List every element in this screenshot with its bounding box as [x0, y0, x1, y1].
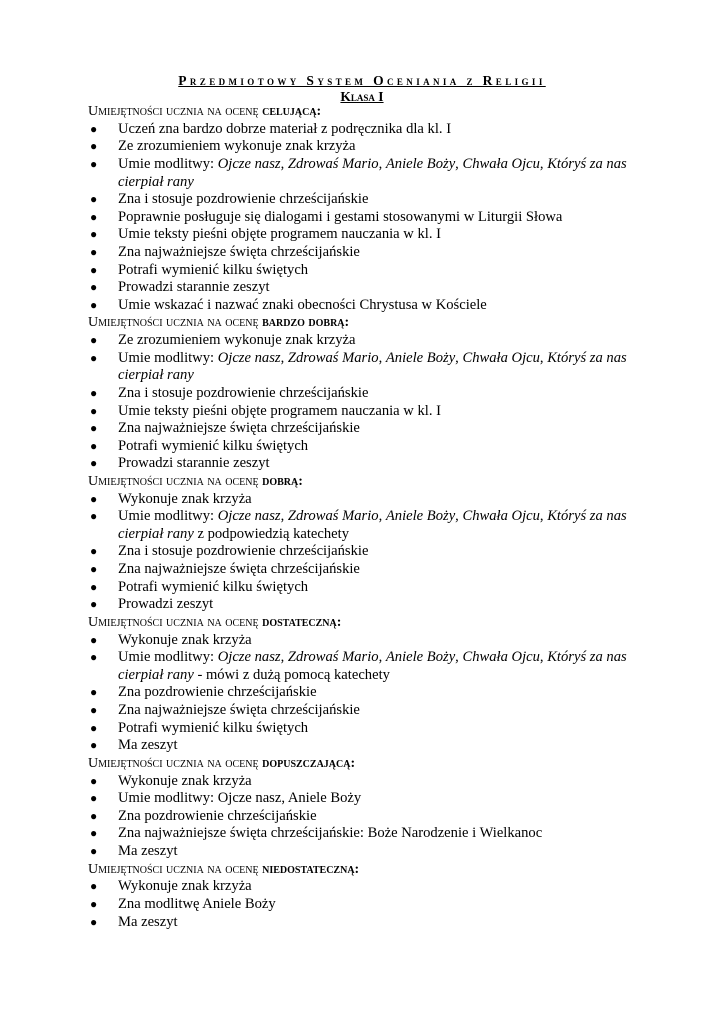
list-item: [88, 825, 648, 843]
item-text: Umie modlitwy: Ojcze nasz, Aniele Boży: [118, 790, 362, 807]
list-item: [88, 156, 648, 191]
list-item: [88, 737, 648, 755]
list-item: [88, 491, 648, 509]
item-text: Zna najważniejsze święta chrześcijańskie: [118, 561, 360, 578]
bullet-icon: ●: [90, 773, 98, 788]
prayer-name: Któryś za nas cierpiał rany: [118, 155, 627, 190]
prayer-name: Aniele Boży: [385, 155, 456, 172]
prayer-name: Chwała Ojcu: [462, 349, 540, 366]
list-item: [88, 720, 648, 738]
heading-prefix: Umiejętności ucznia na ocenę: [88, 104, 259, 119]
item-text: Potrafi wymienić kilku świętych: [118, 719, 309, 736]
item-text: Wykonuje znak krzyża: [118, 631, 252, 648]
item-text: Uczeń zna bardzo dobrze materiał z podręcznika dla kl. I: [118, 120, 452, 137]
prayer-name: Któryś za nas cierpiał rany: [118, 349, 627, 384]
bullet-icon: ●: [90, 385, 98, 400]
item-text: Zna i stosuje pozdrowienie chrześcijańskie: [118, 191, 369, 208]
section-heading: [88, 473, 648, 491]
criteria-list: [88, 878, 648, 931]
list-item: [88, 403, 648, 421]
criteria-list: [88, 332, 648, 473]
bullet-icon: ●: [90, 227, 98, 242]
item-text: Wykonuje znak krzyża: [118, 878, 252, 895]
bullet-icon: ●: [90, 914, 98, 929]
criteria-list: [88, 773, 648, 861]
heading-prefix: Umiejętności ucznia na ocenę: [88, 473, 259, 489]
prayer-name: Aniele Boży: [385, 649, 456, 666]
prayer-name: Któryś za nas cierpiał rany: [118, 508, 627, 542]
bullet-icon: ●: [90, 491, 98, 506]
item-text: Ze zrozumieniem wykonuje znak krzyża: [118, 332, 356, 349]
bullet-icon: ●: [90, 192, 98, 207]
bullet-icon: ●: [90, 579, 98, 594]
prayer-name: Ojcze nasz: [217, 649, 281, 666]
prayer-name: Chwała Ojcu: [462, 649, 540, 666]
list-item: [88, 596, 648, 614]
section-heading: [88, 755, 648, 773]
grade-label: niedostateczną:: [262, 861, 360, 877]
bullet-icon: ●: [90, 403, 98, 418]
heading-prefix: Umiejętności ucznia na ocenę: [88, 315, 259, 331]
list-item: [88, 702, 648, 720]
item-text: Zna pozdrowienie chrześcijańskie: [118, 684, 317, 701]
bullet-icon: ●: [90, 597, 98, 612]
item-text: Prowadzi starannie zeszyt: [118, 279, 270, 296]
list-item: [88, 297, 648, 315]
bullet-icon: ●: [90, 826, 98, 841]
list-item: [88, 209, 648, 227]
list-item: [88, 508, 648, 543]
list-item: [88, 138, 648, 156]
bullet-icon: ●: [90, 209, 98, 224]
prayer-name: Aniele Boży: [385, 349, 456, 366]
prayer-name: Ojcze nasz: [217, 155, 281, 172]
item-text: Zna modlitwę Aniele Boży: [118, 895, 276, 912]
bullet-icon: ●: [90, 808, 98, 823]
list-item: [88, 438, 648, 456]
section-heading: [88, 314, 648, 332]
item-text: Ma zeszyt: [118, 842, 178, 859]
item-text: Umie wskazać i nazwać znaki obecności Chrystusa w Kościele: [118, 296, 487, 313]
item-text: Umie modlitwy: Ojcze nasz, Zdrowaś Mario, Aniele Boży, Chwała Ojcu, Któryś za nas cierpiał rany - mówi z dużą pomocą katechety: [118, 649, 627, 683]
item-text: Zna najważniejsze święta chrześcijańskie: Boże Narodzenie i Wielkanoc: [118, 825, 543, 842]
prayer-name: Któryś za nas cierpiał rany: [118, 649, 627, 683]
list-item: [88, 896, 648, 914]
prayer-name: Zdrowaś Mario: [287, 155, 379, 172]
item-text: Potrafi wymienić kilku świętych: [118, 437, 309, 454]
bullet-icon: ●: [90, 121, 98, 136]
grade-label: dostateczną:: [262, 614, 342, 630]
list-item: [88, 279, 648, 297]
list-item: [88, 914, 648, 932]
prayer-name: Aniele Boży: [385, 508, 456, 525]
document-title: Przedmiotowy System Oceniania z Religii: [178, 73, 546, 88]
list-item: [88, 843, 648, 861]
list-item: [88, 878, 648, 896]
prayer-name: Chwała Ojcu: [462, 155, 540, 172]
item-text: Zna i stosuje pozdrowienie chrześcijańskie: [118, 543, 369, 560]
bullet-icon: ●: [90, 562, 98, 577]
bullet-icon: ●: [90, 685, 98, 700]
grade-label: dobrą:: [262, 473, 303, 489]
bullet-icon: ●: [90, 509, 98, 524]
prayer-name: Chwała Ojcu: [462, 508, 540, 525]
item-text: Potrafi wymienić kilku świętych: [118, 261, 309, 278]
item-text: Zna i stosuje pozdrowienie chrześcijańskie: [118, 384, 369, 401]
bullet-icon: ●: [90, 244, 98, 259]
item-text: Ma zeszyt: [118, 737, 178, 754]
bullet-icon: ●: [90, 632, 98, 647]
item-text: Zna najważniejsze święta chrześcijańskie: [118, 420, 360, 437]
list-item: [88, 332, 648, 350]
list-item: [88, 262, 648, 280]
document-subtitle: Klasa I: [340, 89, 384, 104]
bullet-icon: ●: [90, 544, 98, 559]
list-item: [88, 244, 648, 262]
bullet-icon: ●: [90, 879, 98, 894]
list-item: [88, 455, 648, 473]
bullet-icon: ●: [90, 421, 98, 436]
item-text: Prowadzi starannie zeszyt: [118, 455, 270, 472]
item-text: Wykonuje znak krzyża: [118, 490, 252, 507]
item-text: Zna najważniejsze święta chrześcijańskie: [118, 702, 360, 718]
list-item: [88, 684, 648, 702]
criteria-list: [88, 491, 648, 614]
bullet-icon: ●: [90, 156, 98, 171]
item-text: Umie modlitwy: Ojcze nasz, Zdrowaś Mario, Aniele Boży, Chwała Ojcu, Któryś za nas cierpiał rany: [118, 349, 627, 384]
heading-prefix: Umiejętności ucznia na ocenę: [88, 755, 259, 771]
grade-label: bardzo dobrą:: [262, 315, 350, 331]
heading-prefix: Umiejętności ucznia na ocenę: [88, 614, 259, 630]
list-item: [88, 191, 648, 209]
item-text: Poprawnie posługuje się dialogami i gestami stosowanymi w Liturgii Słowa: [118, 208, 563, 225]
list-item: [88, 385, 648, 403]
item-text: Zna pozdrowienie chrześcijańskie: [118, 807, 317, 824]
prayer-name: Zdrowaś Mario: [287, 349, 379, 366]
prayer-name: Zdrowaś Mario: [287, 649, 379, 666]
item-text: Potrafi wymienić kilku świętych: [118, 578, 309, 595]
list-item: [88, 226, 648, 244]
list-item: [88, 121, 648, 139]
bullet-icon: ●: [90, 791, 98, 806]
document-body: [88, 103, 648, 931]
list-item: [88, 350, 648, 385]
list-item: [88, 420, 648, 438]
bullet-icon: ●: [90, 139, 98, 154]
bullet-icon: ●: [90, 456, 98, 471]
bullet-icon: ●: [90, 438, 98, 453]
item-text: Umie teksty pieśni objęte programem nauczania w kl. I: [118, 402, 441, 419]
list-item: [88, 649, 648, 684]
item-text: Umie modlitwy: Ojcze nasz, Zdrowaś Mario, Aniele Boży, Chwała Ojcu, Któryś za nas cierpiał rany: [118, 155, 627, 190]
bullet-icon: ●: [90, 720, 98, 735]
bullet-icon: ●: [90, 333, 98, 348]
bullet-icon: ●: [90, 350, 98, 365]
bullet-icon: ●: [90, 280, 98, 295]
prayer-name: Ojcze nasz: [217, 508, 281, 525]
item-text: Ze zrozumieniem wykonuje znak krzyża: [118, 138, 356, 155]
list-item: [88, 561, 648, 579]
heading-prefix: Umiejętności ucznia na ocenę: [88, 861, 259, 877]
bullet-icon: ●: [90, 843, 98, 858]
criteria-list: [88, 632, 648, 755]
bullet-icon: ●: [90, 738, 98, 753]
list-item: [88, 773, 648, 791]
item-text: Umie teksty pieśni objęte programem nauczania w kl. I: [118, 226, 441, 243]
prayer-name: Ojcze nasz: [217, 349, 281, 366]
item-text: Umie modlitwy: Ojcze nasz, Zdrowaś Mario, Aniele Boży, Chwała Ojcu, Któryś za nas cierpiał rany z podpowiedzią katechety: [118, 508, 627, 542]
item-text: Wykonuje znak krzyża: [118, 772, 252, 789]
bullet-icon: ●: [90, 896, 98, 911]
criteria-list: [88, 121, 648, 315]
grade-label: dopuszczającą:: [262, 755, 356, 771]
item-text: Ma zeszyt: [118, 913, 178, 930]
grade-label: celującą:: [262, 104, 322, 119]
bullet-icon: ●: [90, 262, 98, 277]
section-heading: [88, 103, 648, 121]
section-heading: [88, 861, 648, 879]
item-text: Zna najważniejsze święta chrześcijańskie: [118, 243, 360, 260]
bullet-icon: ●: [90, 703, 98, 717]
bullet-icon: ●: [90, 650, 98, 665]
prayer-name: Zdrowaś Mario: [287, 508, 379, 525]
bullet-icon: ●: [90, 297, 98, 312]
list-item: [88, 632, 648, 650]
list-item: [88, 790, 648, 808]
list-item: [88, 579, 648, 597]
section-heading: [88, 614, 648, 632]
list-item: [88, 543, 648, 561]
item-text: Prowadzi zeszyt: [118, 596, 214, 613]
list-item: [88, 808, 648, 826]
